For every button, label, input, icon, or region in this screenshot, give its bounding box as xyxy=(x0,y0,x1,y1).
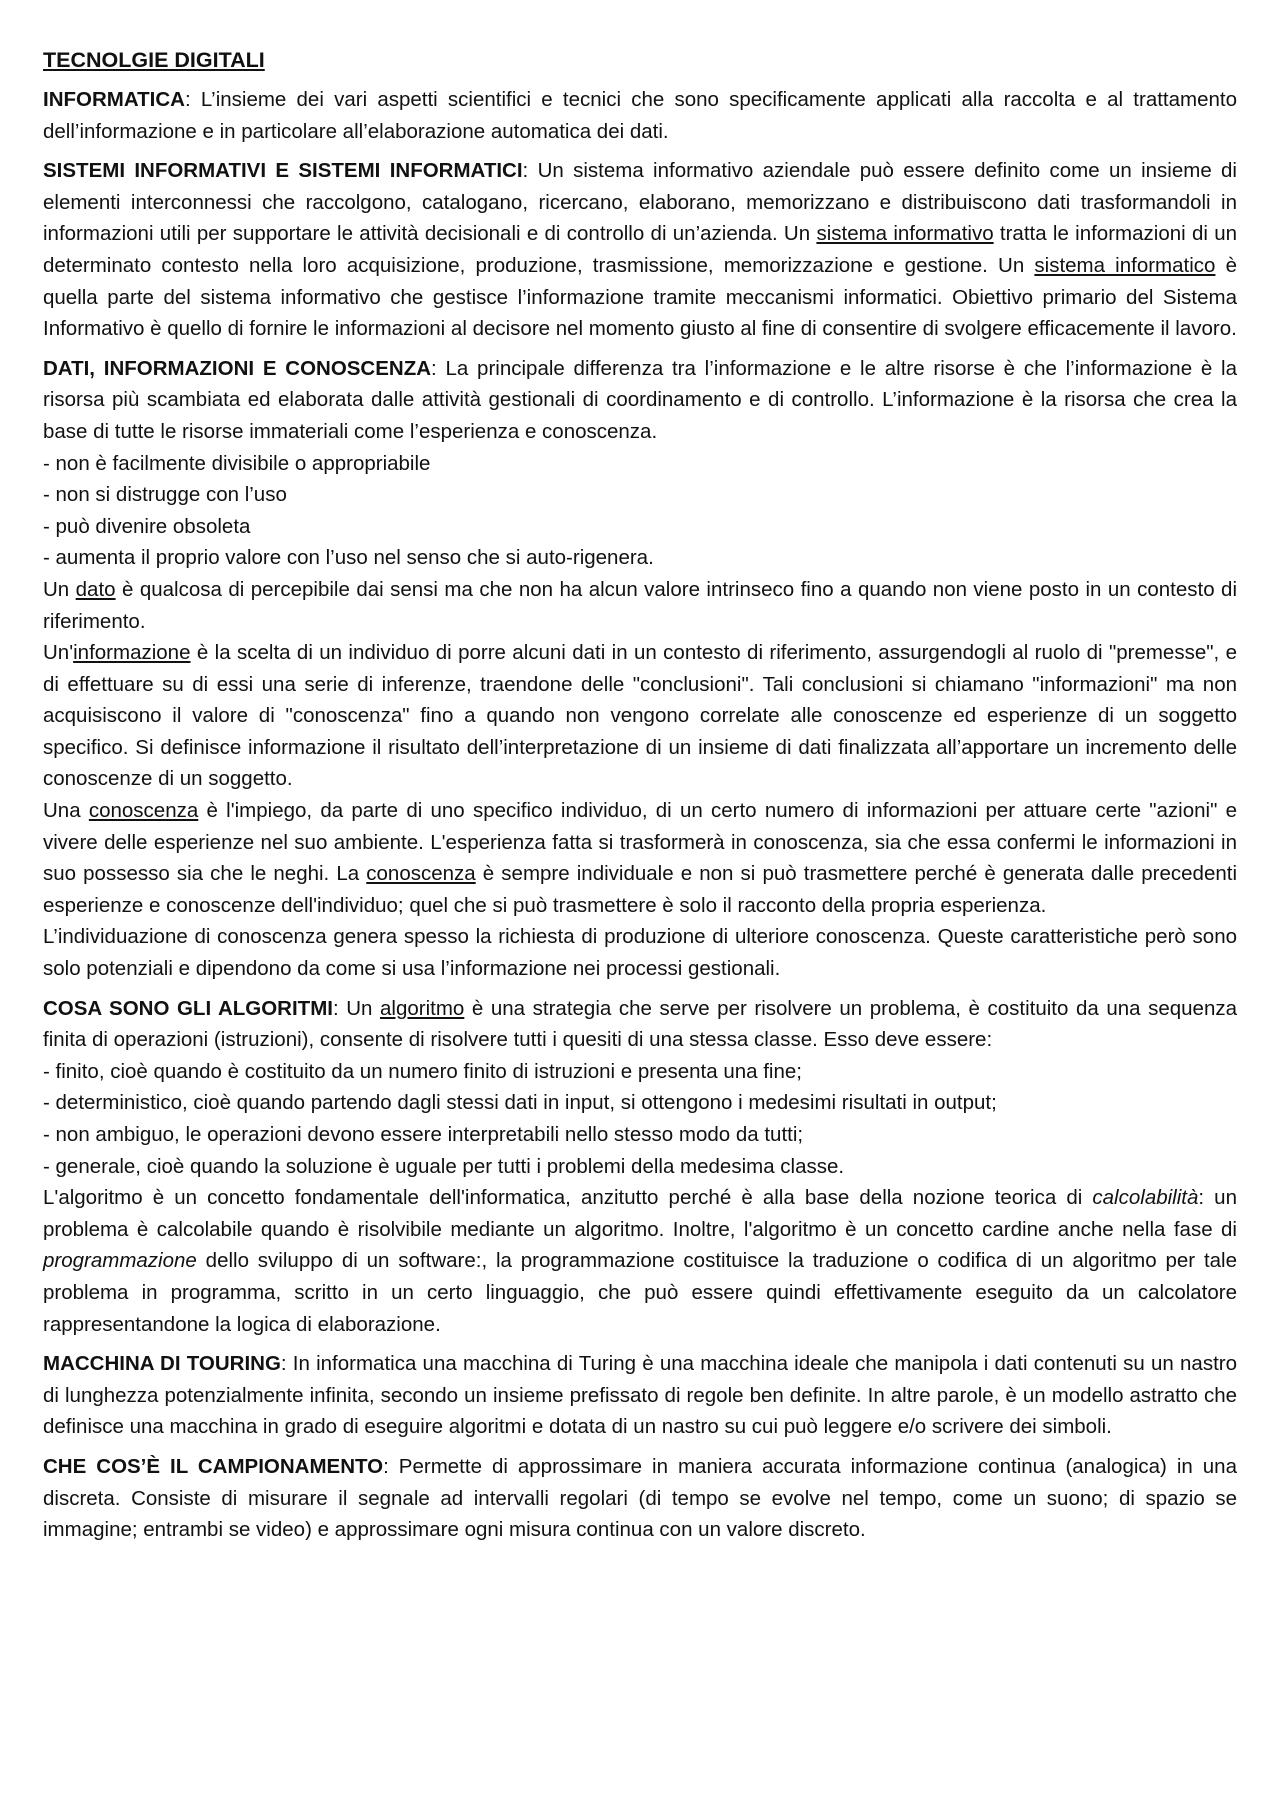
paragraph-text: è sempre individuale e non si può trasmettere perché è generata dalle precedenti esperienze e conoscenze dell'individuo; quel che si può trasmettere è solo il racconto della propria esperienza. xyxy=(43,862,1238,917)
section-informatica xyxy=(43,84,1237,147)
paragraph-text: L'algoritmo è un concetto fondamentale dell'informatica, anzitutto perché è alla base della nozione teorica di xyxy=(43,1186,1093,1210)
section-text: è una strategia che serve per risolvere un problema, è costituito da una sequenza finita di operazioni (istruzioni), consente di risolvere tutti i quesiti di una stessa classe. Esso deve essere: xyxy=(43,996,1237,1052)
underlined-term: algoritmo xyxy=(380,996,465,1020)
bullet-list xyxy=(43,1056,1237,1182)
paragraph-text: dello sviluppo di un software:, la programmazione costituisce la traduzione o codifica di un algoritmo per tale problema in programma, scritto in un certo linguaggio, che può essere quindi effettivamente eseguito da un calcolatore rappresentandone la logica di elaborazione. xyxy=(43,1249,1237,1336)
section-heading: INFORMATICA xyxy=(43,88,185,111)
paragraph-text: Un xyxy=(43,577,76,601)
underlined-term: conoscenza xyxy=(88,799,199,823)
section-heading: MACCHINA DI TOURING xyxy=(43,1352,281,1376)
paragraph xyxy=(43,795,1237,921)
paragraph-text: è la scelta di un individuo di porre alcuni dati in un contesto di riferimento, assurgendogli al ruolo di "premesse", e di effettuare su di essi una serie di inferenze, traendone delle "conclusioni". Tali conclusioni si chiamano "informazioni" ma non acquisiscono il valore di "conoscenza" fino a quando non vengono correlate alle conoscenze ed esperienze di un soggetto specifico. Si definisce informazione il risultato dell’interpretazione di un insieme di dati finalizzata all’apportare un incremento delle conoscenze di un soggetto. xyxy=(43,641,1237,791)
paragraph-text: : un problema è calcolabile quando è risolvibile mediante un algoritmo. Inoltre, l'algoritmo è un concetto cardine anche nella fase di xyxy=(43,1186,1237,1241)
paragraph xyxy=(43,637,1237,795)
list-item: - deterministico, cioè quando partendo dagli stessi dati in input, si ottengono i medesimi risultati in output; xyxy=(43,1091,997,1115)
underlined-term: conoscenza xyxy=(366,862,476,886)
underlined-term: sistema informativo xyxy=(816,222,994,246)
section-heading: SISTEMI INFORMATIVI E SISTEMI INFORMATICI xyxy=(43,159,523,183)
section-text: : Un xyxy=(332,996,381,1020)
section-turing xyxy=(43,1348,1237,1443)
list-item: - può divenire obsoleta xyxy=(43,514,251,538)
underlined-term: sistema informatico xyxy=(1034,253,1216,277)
paragraph-text: è l'impiego, da parte di uno specifico individuo, di un certo numero di informazioni per attuare certe "azioni" e vivere delle esperienze nel suo ambiente. L'esperienza fatta si trasformerà in conoscenza, sia che essa confermi le informazioni in suo possesso sia che le neghi. La xyxy=(43,799,1237,886)
paragraph xyxy=(43,574,1237,637)
section-text: è quella parte del sistema informativo che gestisce l’informazione tramite meccanismi informatici. Obiettivo primario del Sistema Informativo è quello di fornire le informazioni al decisore nel momento giusto al fine di consentire di svolgere efficacemente il lavoro. xyxy=(43,253,1237,341)
bullet-list xyxy=(43,448,1237,574)
paragraph-text: Una xyxy=(43,799,89,823)
section-text: : Un sistema informativo aziendale può essere definito come un insieme di elementi interconnessi che raccolgono, catalogano, ricercano, elaborano, memorizzano e distribuiscono dati trasformandoli in informazioni utili per supportare le attività decisionali e di controllo di un’azienda. Un xyxy=(43,159,1237,246)
paragraph: L’individuazione di conoscenza genera spesso la richiesta di produzione di ulteriore conoscenza. Queste caratteristiche però sono solo potenziali e dipendono da come si usa l’informazione nei processi gestionali. xyxy=(43,925,1237,981)
list-item: - non ambiguo, le operazioni devono essere interpretabili nello stesso modo da tutti; xyxy=(43,1123,804,1146)
section-heading: CHE COS’È IL CAMPIONAMENTO xyxy=(43,1454,384,1478)
paragraph xyxy=(43,993,1237,1056)
section-text: : La principale differenza tra l’informazione e le altre risorse è che l’informazione è la risorsa più scambiata ed elaborata dalle attività gestionali di coordinamento e di controllo. L’informazione è la risorsa che crea la base di tutte le risorse immateriali come l’esperienza e conoscenza. xyxy=(43,356,1237,443)
section-text: tratta le informazioni di un determinato contesto nella loro acquisizione, produzione, trasmissione, memorizzazione e gestione. Un xyxy=(43,222,1238,277)
section-sistemi xyxy=(43,155,1237,345)
paragraph xyxy=(43,353,1237,448)
paragraph-text: Un' xyxy=(43,641,74,665)
italic-term: calcolabilità xyxy=(1092,1186,1199,1210)
section-campionamento xyxy=(43,1451,1237,1546)
list-item: - non è facilmente divisibile o appropriabile xyxy=(43,451,431,475)
list-item: - generale, cioè quando la soluzione è uguale per tutti i problemi della medesima classe. xyxy=(43,1154,845,1178)
paragraph-text: è qualcosa di percepibile dai sensi ma che non ha alcun valore intrinseco fino a quando non viene posto in un contesto di riferimento. xyxy=(43,577,1237,633)
document-title: TECNOLGIE DIGITALI xyxy=(43,48,265,72)
italic-term: programmazione xyxy=(43,1249,197,1273)
section-dati xyxy=(43,353,1237,985)
section-heading: COSA SONO GLI ALGORITMI xyxy=(43,996,333,1020)
section-algoritmi xyxy=(43,993,1237,1341)
underlined-term: dato xyxy=(75,577,116,601)
section-heading: DATI, INFORMAZIONI E CONOSCENZA xyxy=(43,356,432,380)
section-text: : In informatica una macchina di Turing è una macchina ideale che manipola i dati contenuti su un nastro di lunghezza potenzialmente infinita, secondo un insieme prefissato di regole ben definite. In altre parole, è un modello astratto che definisce una macchina in grado di eseguire algoritmi e dotata di un nastro su cui può leggere e/o scrivere dei simboli. xyxy=(43,1352,1237,1439)
paragraph xyxy=(43,1182,1237,1340)
list-item: - aumenta il proprio valore con l’uso nel senso che si auto-rigenera. xyxy=(43,546,654,570)
section-text: : L’insieme dei vari aspetti scientifici e tecnici che sono specificamente applicati alla raccolta e al trattamento dell’informazione e in particolare all’elaborazione automatica dei dati. xyxy=(43,88,1237,143)
list-item: - finito, cioè quando è costituito da un numero finito di istruzioni e presenta una fine; xyxy=(43,1059,802,1083)
underlined-term: informazione xyxy=(73,641,191,665)
section-text: : Permette di approssimare in maniera accurata informazione continua (analogica) in una discreta. Consiste di misurare il segnale ad intervalli regolari (di tempo se evolve nel tempo, come un suono; di spazio se immagine; entrambi se video) e approssimare ogni misura continua con un valore discreto. xyxy=(43,1454,1237,1542)
list-item: - non si distrugge con l’uso xyxy=(43,483,287,507)
